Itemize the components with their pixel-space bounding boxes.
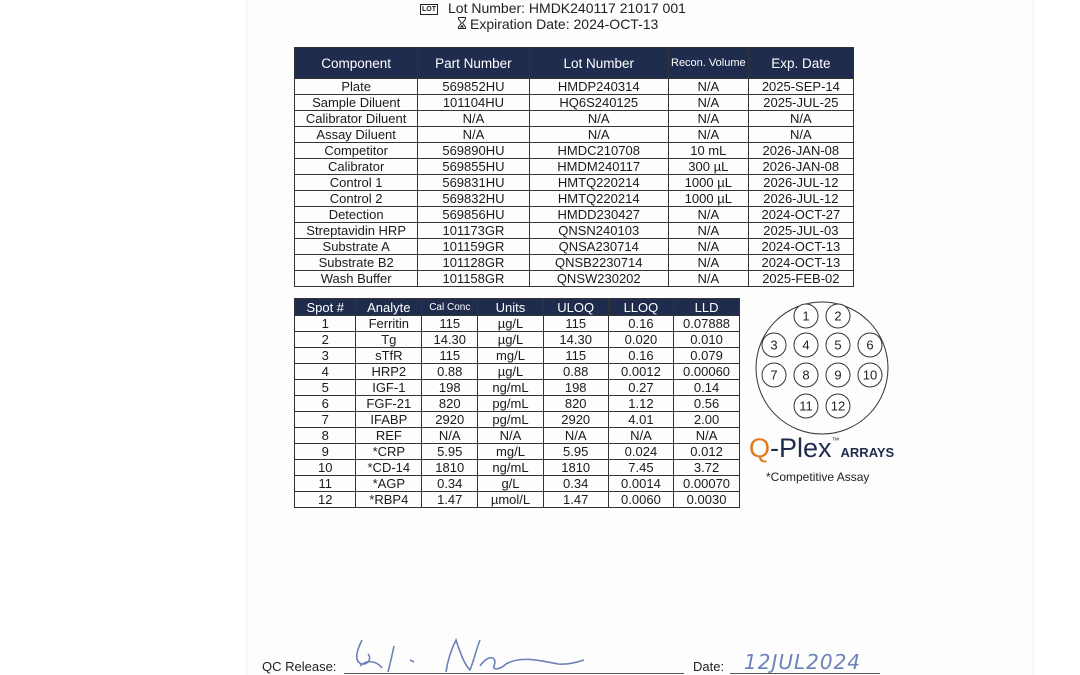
table-cell: IFABP (356, 412, 422, 428)
component-row (295, 159, 854, 175)
table-cell: 7.45 (608, 460, 673, 476)
table-cell: 2025-JUL-03 (748, 223, 853, 239)
table-cell: 1810 (422, 460, 478, 476)
table-cell: 0.34 (543, 476, 608, 492)
table-cell: mg/L (478, 444, 543, 460)
table-cell: pg/mL (478, 396, 543, 412)
table-cell: Substrate B2 (295, 255, 418, 271)
table-cell: Assay Diluent (295, 127, 418, 143)
table-cell: 14.30 (543, 332, 608, 348)
table-cell: 2 (295, 332, 356, 348)
col-header-lloq: LLOQ (608, 299, 673, 316)
table-cell: 0.16 (608, 316, 673, 332)
component-row (295, 79, 854, 95)
spot-label: 1 (802, 308, 810, 324)
table-cell: N/A (668, 127, 748, 143)
table-cell: 2026-JAN-08 (748, 159, 853, 175)
table-cell: 0.16 (608, 348, 673, 364)
table-cell: Tg (356, 332, 422, 348)
spot-label: 12 (830, 398, 846, 414)
spot-row (295, 380, 740, 396)
table-cell: 10 (295, 460, 356, 476)
date-line (730, 673, 880, 674)
table-cell: Substrate A (295, 239, 418, 255)
table-cell: 0.0012 (608, 364, 673, 380)
col-header-component: Component (295, 48, 418, 79)
table-cell: *CD-14 (356, 460, 422, 476)
table-cell: 569855HU (418, 159, 529, 175)
table-cell: 8 (295, 428, 356, 444)
signature-line (344, 673, 684, 674)
table-cell: N/A (668, 255, 748, 271)
lot-icon: LOT (422, 6, 436, 13)
expiration-date: Expiration Date: 2024-OCT-13 (470, 16, 659, 32)
spot-row (295, 460, 740, 476)
table-cell: 569832HU (418, 191, 529, 207)
logo-arrays: ARRAYS (840, 445, 895, 460)
component-row (295, 111, 854, 127)
table-cell: 0.0030 (674, 492, 740, 508)
spot-row (295, 412, 740, 428)
table-cell: N/A (418, 127, 529, 143)
spot-row (295, 396, 740, 412)
table-cell: Calibrator (295, 159, 418, 175)
table-cell: 569890HU (418, 143, 529, 159)
table-cell: g/L (478, 476, 543, 492)
qc-release-label: QC Release: (262, 659, 337, 674)
table-cell: Detection (295, 207, 418, 223)
component-row (295, 127, 854, 143)
table-cell: 1.47 (543, 492, 608, 508)
table-cell: 0.024 (608, 444, 673, 460)
table-cell: HMDP240314 (529, 79, 668, 95)
table-cell: 1000 µL (668, 191, 748, 207)
spot-label: 8 (802, 367, 810, 383)
table-cell: Control 2 (295, 191, 418, 207)
table-cell: HQ6S240125 (529, 95, 668, 111)
table-cell: 10 mL (668, 143, 748, 159)
table-cell: 2025-FEB-02 (748, 271, 853, 287)
table-cell: N/A (668, 95, 748, 111)
components-table (294, 47, 854, 287)
table-cell: 11 (295, 476, 356, 492)
spot-label: 11 (799, 398, 813, 414)
handwritten-date: 12JUL2024 (744, 650, 862, 674)
component-row (295, 95, 854, 111)
spot-label: 10 (862, 367, 878, 383)
table-cell: 12 (295, 492, 356, 508)
table-cell: µmol/L (478, 492, 543, 508)
components-body (295, 79, 854, 287)
table-cell: 569852HU (418, 79, 529, 95)
table-cell: 2025-JUL-25 (748, 95, 853, 111)
component-row (295, 239, 854, 255)
table-cell: 820 (422, 396, 478, 412)
spots-header-row (295, 299, 740, 316)
table-cell: Competitor (295, 143, 418, 159)
table-cell: 300 µL (668, 159, 748, 175)
spot-label: 5 (834, 337, 842, 353)
spot-row (295, 492, 740, 508)
table-cell: 2.00 (674, 412, 740, 428)
table-cell: 2920 (422, 412, 478, 428)
table-cell: *RBP4 (356, 492, 422, 508)
table-cell: N/A (674, 428, 740, 444)
lot-number-line (420, 0, 686, 16)
table-cell: 115 (422, 316, 478, 332)
table-cell: 5.95 (422, 444, 478, 460)
spot-row (295, 476, 740, 492)
spot-row (295, 316, 740, 332)
spot-label: 2 (834, 308, 842, 324)
table-cell: mg/L (478, 348, 543, 364)
table-cell: Streptavidin HRP (295, 223, 418, 239)
lot-number: Lot Number: HMDK240117 21017 001 (448, 0, 686, 16)
table-cell: N/A (668, 79, 748, 95)
table-cell: 1.12 (608, 396, 673, 412)
spot-label: 7 (770, 367, 778, 383)
table-cell: HMTQ220214 (529, 175, 668, 191)
table-cell: 569856HU (418, 207, 529, 223)
competitive-assay-note: *Competitive Assay (766, 470, 870, 484)
table-cell: 1 (295, 316, 356, 332)
table-cell: 3.72 (674, 460, 740, 476)
table-cell: 4 (295, 364, 356, 380)
table-cell: 2025-SEP-14 (748, 79, 853, 95)
table-cell: FGF-21 (356, 396, 422, 412)
component-row (295, 271, 854, 287)
table-cell: sTfR (356, 348, 422, 364)
q-plex-logo (749, 433, 894, 464)
spot-row (295, 428, 740, 444)
table-cell: QNSB2230714 (529, 255, 668, 271)
table-cell: 2024-OCT-13 (748, 239, 853, 255)
table-cell: 0.14 (674, 380, 740, 396)
table-cell: 198 (543, 380, 608, 396)
component-row (295, 191, 854, 207)
table-cell: 115 (543, 316, 608, 332)
component-row (295, 175, 854, 191)
table-cell: N/A (529, 111, 668, 127)
table-cell: 101158GR (418, 271, 529, 287)
table-cell: N/A (529, 127, 668, 143)
table-cell: HMDD230427 (529, 207, 668, 223)
table-cell: 5.95 (543, 444, 608, 460)
table-cell: 101173GR (418, 223, 529, 239)
table-cell: Plate (295, 79, 418, 95)
hourglass-icon (458, 17, 466, 29)
table-cell: HMDC210708 (529, 143, 668, 159)
logo-trademark: ™ (831, 436, 840, 445)
table-cell: ng/mL (478, 380, 543, 396)
spot-row (295, 332, 740, 348)
table-cell: 2026-JAN-08 (748, 143, 853, 159)
table-cell: 2024-OCT-13 (748, 255, 853, 271)
table-cell: N/A (668, 207, 748, 223)
spot-label: 9 (834, 367, 842, 383)
table-cell: Control 1 (295, 175, 418, 191)
table-cell: 0.88 (543, 364, 608, 380)
spot-label: 6 (866, 337, 874, 353)
col-header-units: Units (478, 299, 543, 316)
table-cell: IGF-1 (356, 380, 422, 396)
table-cell: 0.012 (674, 444, 740, 460)
table-cell: 2026-JUL-12 (748, 191, 853, 207)
table-cell: *AGP (356, 476, 422, 492)
table-cell: 0.88 (422, 364, 478, 380)
table-cell: REF (356, 428, 422, 444)
table-cell: 101159GR (418, 239, 529, 255)
date-label: Date: (693, 659, 725, 674)
col-header-part-number: Part Number (418, 48, 529, 79)
table-cell: 0.020 (608, 332, 673, 348)
table-cell: Sample Diluent (295, 95, 418, 111)
table-cell: 7 (295, 412, 356, 428)
table-cell: 0.079 (674, 348, 740, 364)
table-cell: Ferritin (356, 316, 422, 332)
table-cell: N/A (543, 428, 608, 444)
table-cell: 0.0014 (608, 476, 673, 492)
table-cell: 5 (295, 380, 356, 396)
spot-label: 3 (770, 337, 778, 353)
col-header-cal-conc: Cal Conc (422, 299, 478, 316)
table-cell: 4.01 (608, 412, 673, 428)
table-cell: N/A (418, 111, 529, 127)
table-cell: N/A (668, 111, 748, 127)
col-header-recon-volume: Recon. Volume (668, 48, 748, 79)
table-cell: 0.07888 (674, 316, 740, 332)
col-header-lld: LLD (674, 299, 740, 316)
spot-map-diagram (750, 298, 900, 438)
spot-label: 4 (802, 337, 810, 353)
table-cell: N/A (478, 428, 543, 444)
col-header-exp-date: Exp. Date (748, 48, 853, 79)
component-row (295, 223, 854, 239)
table-cell: N/A (748, 111, 853, 127)
table-cell: 0.34 (422, 476, 478, 492)
table-cell: µg/L (478, 316, 543, 332)
table-cell: 6 (295, 396, 356, 412)
table-cell: N/A (422, 428, 478, 444)
table-cell: 9 (295, 444, 356, 460)
table-cell: 1810 (543, 460, 608, 476)
table-cell: 0.00060 (674, 364, 740, 380)
qc-signature (348, 630, 678, 675)
table-cell: N/A (668, 223, 748, 239)
analyte-spots-table (294, 298, 740, 508)
table-cell: N/A (668, 271, 748, 287)
table-cell: 1.47 (422, 492, 478, 508)
spots-body (295, 316, 740, 508)
table-cell: N/A (748, 127, 853, 143)
table-cell: 2920 (543, 412, 608, 428)
table-cell: 820 (543, 396, 608, 412)
table-cell: Wash Buffer (295, 271, 418, 287)
table-cell: N/A (668, 239, 748, 255)
table-cell: HMDM240117 (529, 159, 668, 175)
table-cell: Calibrator Diluent (295, 111, 418, 127)
table-cell: 2026-JUL-12 (748, 175, 853, 191)
table-cell: 115 (422, 348, 478, 364)
table-cell: 0.00070 (674, 476, 740, 492)
table-cell: *CRP (356, 444, 422, 460)
table-cell: µg/L (478, 364, 543, 380)
component-row (295, 207, 854, 223)
table-cell: 3 (295, 348, 356, 364)
table-cell: 0.56 (674, 396, 740, 412)
table-cell: 0.27 (608, 380, 673, 396)
col-header-analyte: Analyte (356, 299, 422, 316)
table-cell: 101128GR (418, 255, 529, 271)
col-header-spot: Spot # (295, 299, 356, 316)
table-cell: 1000 µL (668, 175, 748, 191)
components-header-row (295, 48, 854, 79)
table-cell: HRP2 (356, 364, 422, 380)
table-cell: 115 (543, 348, 608, 364)
logo-q: Q (749, 433, 771, 463)
component-row (295, 255, 854, 271)
table-cell: N/A (608, 428, 673, 444)
table-cell: QNSA230714 (529, 239, 668, 255)
col-header-lot-number: Lot Number (529, 48, 668, 79)
table-cell: ng/mL (478, 460, 543, 476)
table-cell: 14.30 (422, 332, 478, 348)
spot-row (295, 364, 740, 380)
spot-row (295, 444, 740, 460)
table-cell: µg/L (478, 332, 543, 348)
spot-row (295, 348, 740, 364)
table-cell: 198 (422, 380, 478, 396)
table-cell: 0.0060 (608, 492, 673, 508)
expiration-line (458, 16, 658, 32)
col-header-uloq: ULOQ (543, 299, 608, 316)
table-cell: 2024-OCT-27 (748, 207, 853, 223)
table-cell: pg/mL (478, 412, 543, 428)
table-cell: QNSW230202 (529, 271, 668, 287)
table-cell: QNSN240103 (529, 223, 668, 239)
table-cell: 569831HU (418, 175, 529, 191)
table-cell: 0.010 (674, 332, 740, 348)
logo-plex: -Plex (770, 433, 832, 463)
component-row (295, 143, 854, 159)
table-cell: HMTQ220214 (529, 191, 668, 207)
table-cell: 101104HU (418, 95, 529, 111)
